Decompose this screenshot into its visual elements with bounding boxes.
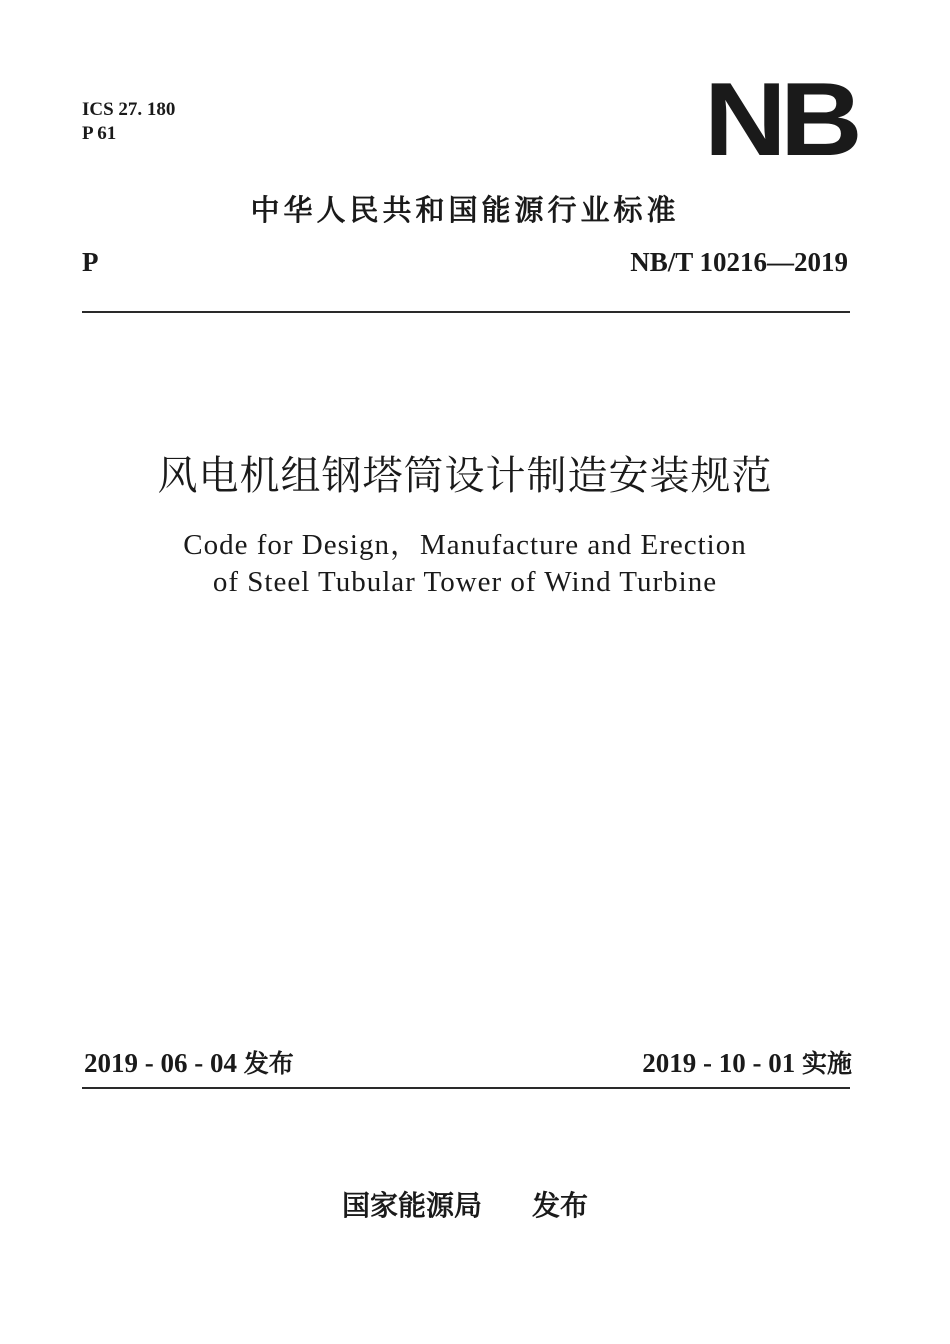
industry-standard-heading: 中华人民共和国能源行业标准	[250, 193, 680, 227]
nb-logo: NB	[703, 62, 856, 178]
title-chinese: 风电机组钢塔筒设计制造安装规范	[157, 453, 773, 499]
ics-code: ICS 27. 180	[82, 99, 176, 120]
ccs-code: P 61	[82, 123, 117, 144]
issue-label: 发布	[243, 1049, 294, 1078]
title-english-line2: of Steel Tubular Tower of Wind Turbine	[212, 566, 718, 598]
issue-date: 2019 - 06 - 04	[84, 1048, 237, 1078]
bottom-divider	[82, 1087, 850, 1089]
title-english-line1: Code for Design，Manufacture and Erection	[183, 529, 747, 561]
issuer-line	[0, 1184, 930, 1224]
standard-number: NB/T 10216—2019	[630, 247, 848, 277]
issue-date-block	[84, 1044, 294, 1080]
issuer-action: 发布	[532, 1189, 589, 1222]
category-code: P	[82, 247, 99, 277]
implement-date-block	[642, 1044, 852, 1080]
implement-label: 实施	[801, 1049, 852, 1078]
classification-codes	[82, 98, 175, 146]
top-divider	[82, 311, 850, 313]
implement-date: 2019 - 10 - 01	[642, 1048, 796, 1078]
issuer-name: 国家能源局	[341, 1189, 482, 1222]
